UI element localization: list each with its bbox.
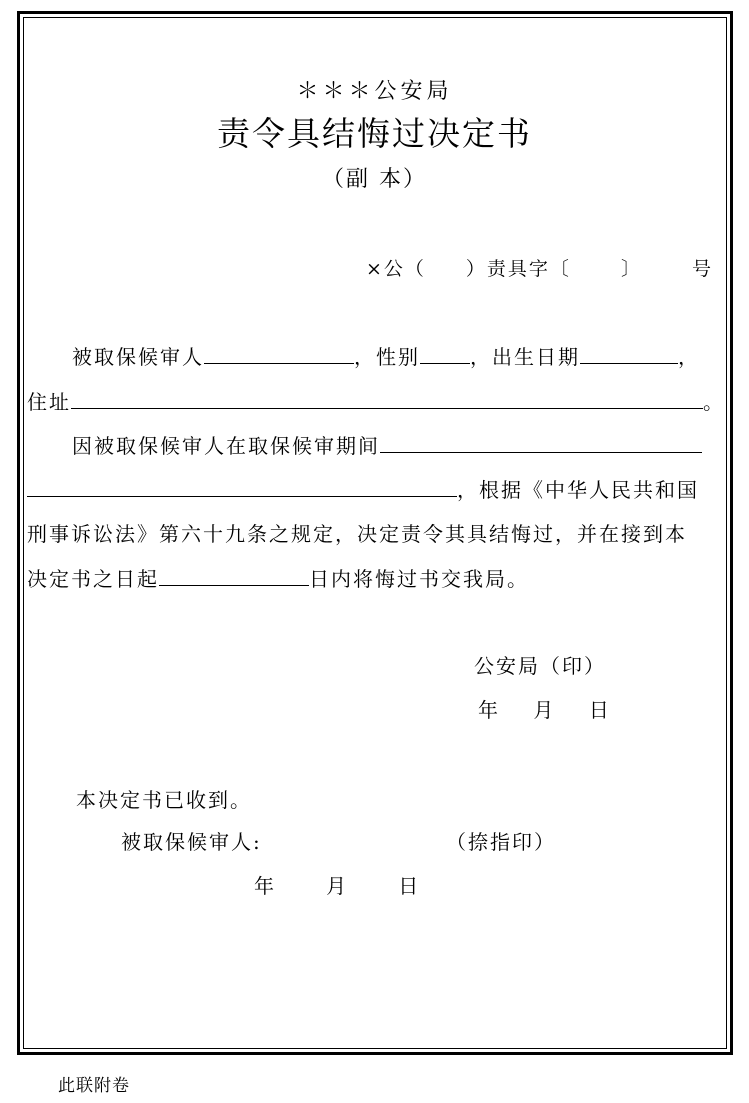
days-blank[interactable]: [159, 563, 309, 586]
docno-suffix: 号: [691, 258, 713, 280]
gender-blank[interactable]: [420, 341, 470, 364]
agency-name: ＊＊＊公安局: [296, 79, 453, 104]
reason-label: 因被取保候审人在取保候审期间: [72, 434, 380, 458]
document-number: [366, 254, 713, 281]
address-blank[interactable]: [71, 386, 703, 409]
line-deadline: [27, 563, 529, 592]
birth-blank[interactable]: [580, 341, 678, 364]
address-period: 。: [703, 390, 725, 414]
address-label: 住址: [27, 390, 71, 414]
docno-bracket-close: 〕: [620, 258, 642, 280]
docno-prefix: ×公（: [366, 258, 426, 280]
name-blank[interactable]: [204, 341, 354, 364]
police-seal: 公安局（印）: [474, 654, 606, 678]
issue-date: 年 月 日: [478, 698, 611, 722]
gender-label: ，性别: [354, 345, 420, 369]
reason-blank-2[interactable]: [27, 474, 457, 497]
line-law-cont: 刑事诉讼法》第六十九条之规定，决定责令其具结悔过，并在接到本: [27, 522, 687, 546]
line-reason: [72, 430, 702, 459]
deadline-suffix: 日内将悔过书交我局。: [309, 567, 529, 591]
archive-note: 此联附卷: [58, 1076, 130, 1096]
line-person-info: [72, 341, 700, 370]
birth-label: ，出生日期: [470, 345, 580, 369]
line1-comma: ，: [678, 345, 700, 369]
docno-middle: ）责具字〔: [465, 258, 571, 280]
receipt-person-label: 被取保候审人:: [121, 830, 262, 854]
receipt-statement: 本决定书已收到。: [76, 788, 252, 812]
law-text-1: ，根据《中华人民共和国: [457, 478, 699, 502]
reason-blank-1[interactable]: [380, 430, 702, 453]
receipt-date: 年 月 日: [254, 874, 421, 898]
fingerprint-label: （捺指印）: [446, 830, 556, 854]
line-address: [27, 386, 725, 415]
person-label: 被取保候审人: [72, 345, 204, 369]
document-title: 责令具结悔过决定书: [217, 114, 532, 153]
copy-label: （副 本）: [322, 167, 427, 192]
deadline-prefix: 决定书之日起: [27, 567, 159, 591]
line-reason-cont: [27, 474, 699, 503]
